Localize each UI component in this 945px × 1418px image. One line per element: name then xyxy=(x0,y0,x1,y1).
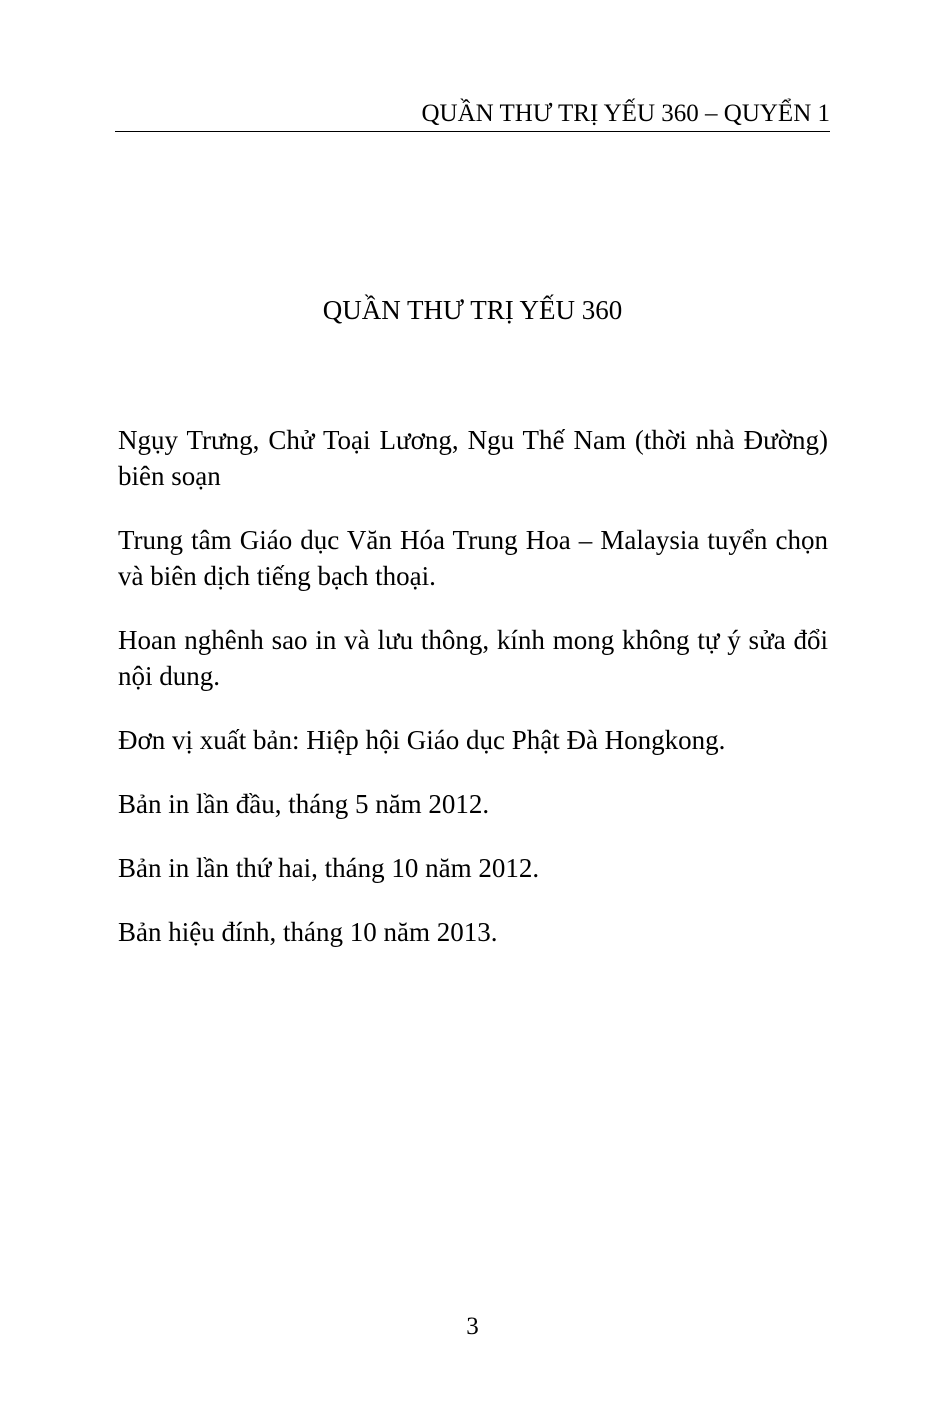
copyright-text-block xyxy=(118,422,828,978)
first-edition-paragraph: Bản in lần đầu, tháng 5 năm 2012. xyxy=(118,789,490,819)
second-edition-paragraph: Bản in lần thứ hai, tháng 10 năm 2012. xyxy=(118,853,540,883)
publisher-paragraph: Đơn vị xuất bản: Hiệp hội Giáo dục Phật Đà Hongkong. xyxy=(118,725,726,755)
page-number: 3 xyxy=(466,1313,479,1340)
book-title: QUẦN THƯ TRỊ YẾU 360 xyxy=(322,295,623,325)
distribution-notice-paragraph: Hoan nghênh sao in và lưu thông, kính mong không tự ý sửa đổi nội dung. xyxy=(118,625,828,691)
running-header: QUẦN THƯ TRỊ YẾU 360 – QUYỂN 1 xyxy=(115,97,830,132)
authors-paragraph: Ngụy Trưng, Chử Toại Lương, Ngu Thế Nam (thời nhà Đường) biên soạn xyxy=(118,425,828,491)
translator-paragraph: Trung tâm Giáo dục Văn Hóa Trung Hoa – Malaysia tuyển chọn và biên dịch tiếng bạch thoại. xyxy=(118,525,828,591)
revised-edition-paragraph: Bản hiệu đính, tháng 10 năm 2013. xyxy=(118,917,498,947)
